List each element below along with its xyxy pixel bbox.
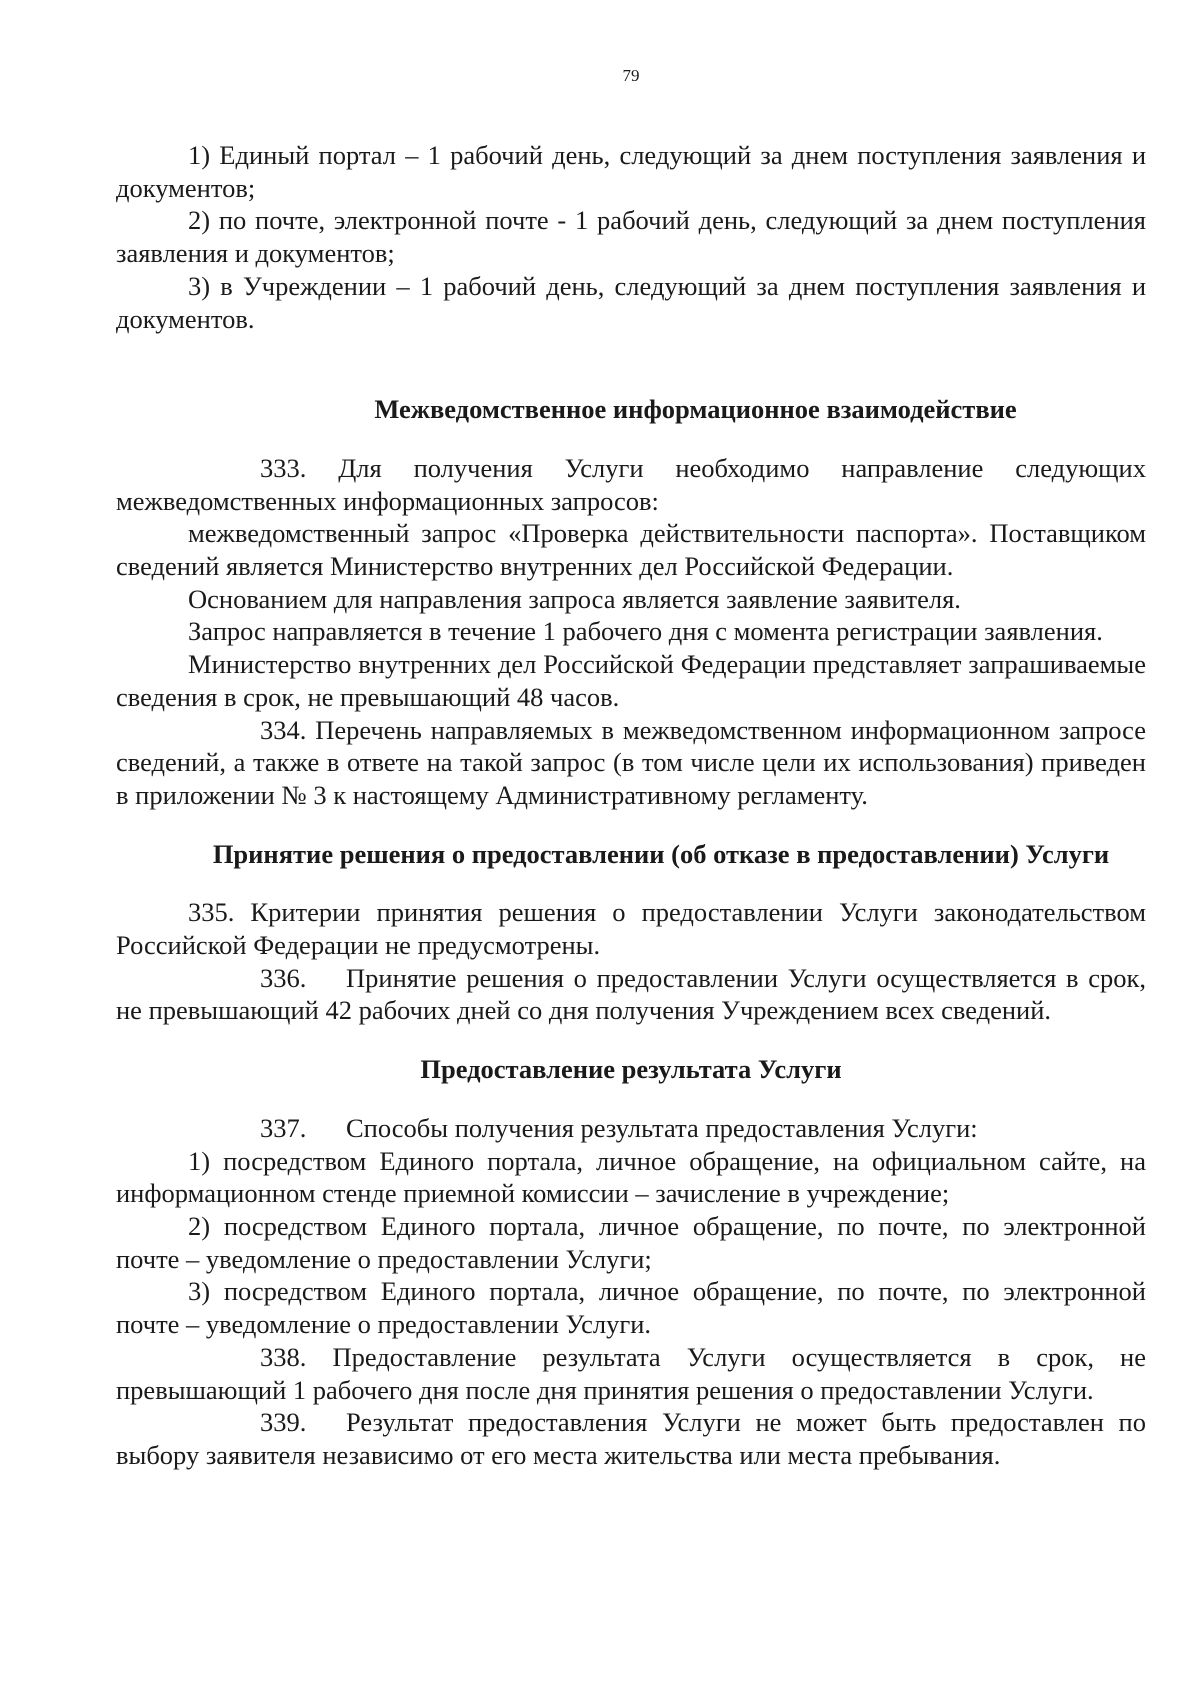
heading-result: Предоставление результата Услуги: [420, 1054, 842, 1085]
intro-item-2: 2) по почте, электронной почте - 1 рабочий день, следующий за днем поступления заявления и документов;: [116, 205, 1146, 269]
paragraph-334: [116, 714, 1146, 812]
paragraph-337: [116, 1112, 1146, 1145]
paragraph-337-3: 3) посредством Единого портала, личное обращение, по почте, по электронной почте – уведомление о предоставлении Услуги.: [116, 1276, 1146, 1340]
paragraph-333-a: межведомственный запрос «Проверка действительности паспорта». Поставщиком сведений является Министерство внутренних дел Российской Федерации.: [116, 518, 1146, 582]
heading-decision: Принятие решения о предоставлении (об отказе в предоставлении) Услуги: [212, 838, 1110, 869]
paragraph-333-text: Для получения Услуги необходимо направление следующих межведомственных информационных запросов:: [116, 452, 1146, 516]
paragraph-336: [116, 962, 1146, 1027]
paragraph-333-d: Министерство внутренних дел Российской Федерации представляет запрашиваемые сведения в срок, не превышающий 48 часов.: [116, 649, 1146, 712]
paragraph-333: [116, 452, 1146, 517]
paragraph-335: 335. Критерии принятия решения о предоставлении Услуги законодательством Российской Федерации не предусмотрены.: [116, 897, 1146, 961]
paragraph-336-text: Принятие решения о предоставлении Услуги осуществляется в срок, не превышающий 42 рабочих дней со дня получения Учреждением всех сведений.: [116, 962, 1146, 1026]
paragraph-334-number: 334.: [260, 714, 307, 745]
paragraph-333-b: Основанием для направления запроса является заявление заявителя.: [188, 583, 961, 614]
paragraph-337-1: 1) посредством Единого портала, личное обращение, на официальном сайте, на информационном стенде приемной комиссии – зачисление в учреждение;: [116, 1145, 1146, 1209]
heading-interagency: Межведомственное информационное взаимодействие: [374, 394, 1017, 425]
paragraph-337-2: 2) посредством Единого портала, личное обращение, по почте, по электронной почте – уведомление о предоставлении Услуги;: [116, 1210, 1146, 1274]
paragraph-333-c: Запрос направляется в течение 1 рабочего дня с момента регистрации заявления.: [188, 616, 1103, 647]
intro-item-1: 1) Единый портал – 1 рабочий день, следующий за днем поступления заявления и документов;: [116, 140, 1146, 203]
paragraph-337-number: 337.: [260, 1112, 307, 1143]
paragraph-338-number: 338.: [260, 1341, 307, 1372]
paragraph-337-text: Способы получения результата предоставления Услуги:: [346, 1112, 978, 1143]
paragraph-338-text: Предоставление результата Услуги осуществляется в срок, не превышающий 1 рабочего дня после дня принятия решения о предоставлении Услуги.: [116, 1341, 1146, 1405]
document-body: [116, 139, 1146, 1472]
paragraph-334-text: Перечень направляемых в межведомственном информационном запросе сведений, а также в ответе на такой запрос (в том числе цели их использования) приведен в приложении № 3 к настоящему Административному регламенту.: [116, 714, 1146, 810]
paragraph-336-number: 336.: [260, 962, 307, 993]
paragraph-338: [116, 1341, 1146, 1406]
page-number: 79: [622, 66, 640, 85]
intro-item-3: 3) в Учреждении – 1 рабочий день, следующий за днем поступления заявления и документов.: [116, 270, 1146, 334]
paragraph-333-number: 333.: [260, 452, 307, 483]
paragraph-339-text: Результат предоставления Услуги не может быть предоставлен по выбору заявителя независимо от его места жительства или места пребывания.: [116, 1407, 1146, 1470]
paragraph-339: [116, 1406, 1146, 1471]
paragraph-339-number: 339.: [260, 1407, 307, 1438]
